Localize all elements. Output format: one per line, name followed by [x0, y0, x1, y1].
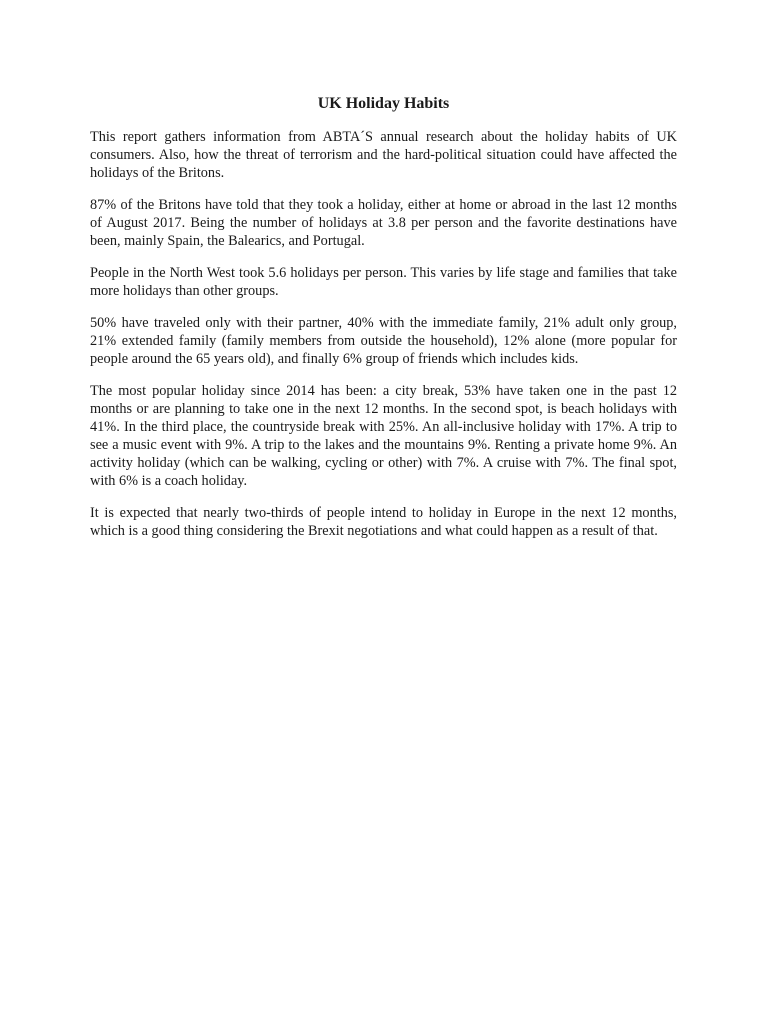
document-page [90, 94, 677, 554]
paragraph-europe-outlook: It is expected that nearly two-thirds of people intend to holiday in Europe in the next 12 months, which is a good thing considering the Brexit negotiations and what could happen as a result of that. [90, 505, 677, 539]
paragraph-travel-companions: 50% have traveled only with their partner, 40% with the immediate family, 21% adult only group, 21% extended family (family members from outside the household), 12% alone (more popular for people around the 65 years old), and finally 6% group of friends which includes kids. [90, 315, 677, 367]
paragraph-intro: This report gathers information from ABTA´S annual research about the holiday habits of UK consumers. Also, how the threat of terrorism and the hard-political situation could have affected the holidays of the Britons. [90, 129, 677, 181]
paragraph-holidays-taken: 87% of the Britons have told that they took a holiday, either at home or abroad in the last 12 months of August 2017. Being the number of holidays at 3.8 per person and the favorite destinations have been, mainly Spain, the Balearics, and Portugal. [90, 197, 677, 249]
paragraph-north-west: People in the North West took 5.6 holidays per person. This varies by life stage and families that take more holidays than other groups. [90, 265, 677, 299]
document-title: UK Holiday Habits [317, 95, 450, 112]
paragraph-popular-holidays: The most popular holiday since 2014 has been: a city break, 53% have taken one in the past 12 months or are planning to take one in the next 12 months. In the second spot, is beach holidays with 41%. In the third place, the countryside break with 25%. An all-inclusive holiday with 17%. A trip to see a music event with 9%. A trip to the lakes and the mountains 9%. Renting a private home 9%. An activity holiday (which can be walking, cycling or other) with 7%. A cruise with 7%. The final spot, with 6% is a coach holiday. [90, 383, 677, 489]
